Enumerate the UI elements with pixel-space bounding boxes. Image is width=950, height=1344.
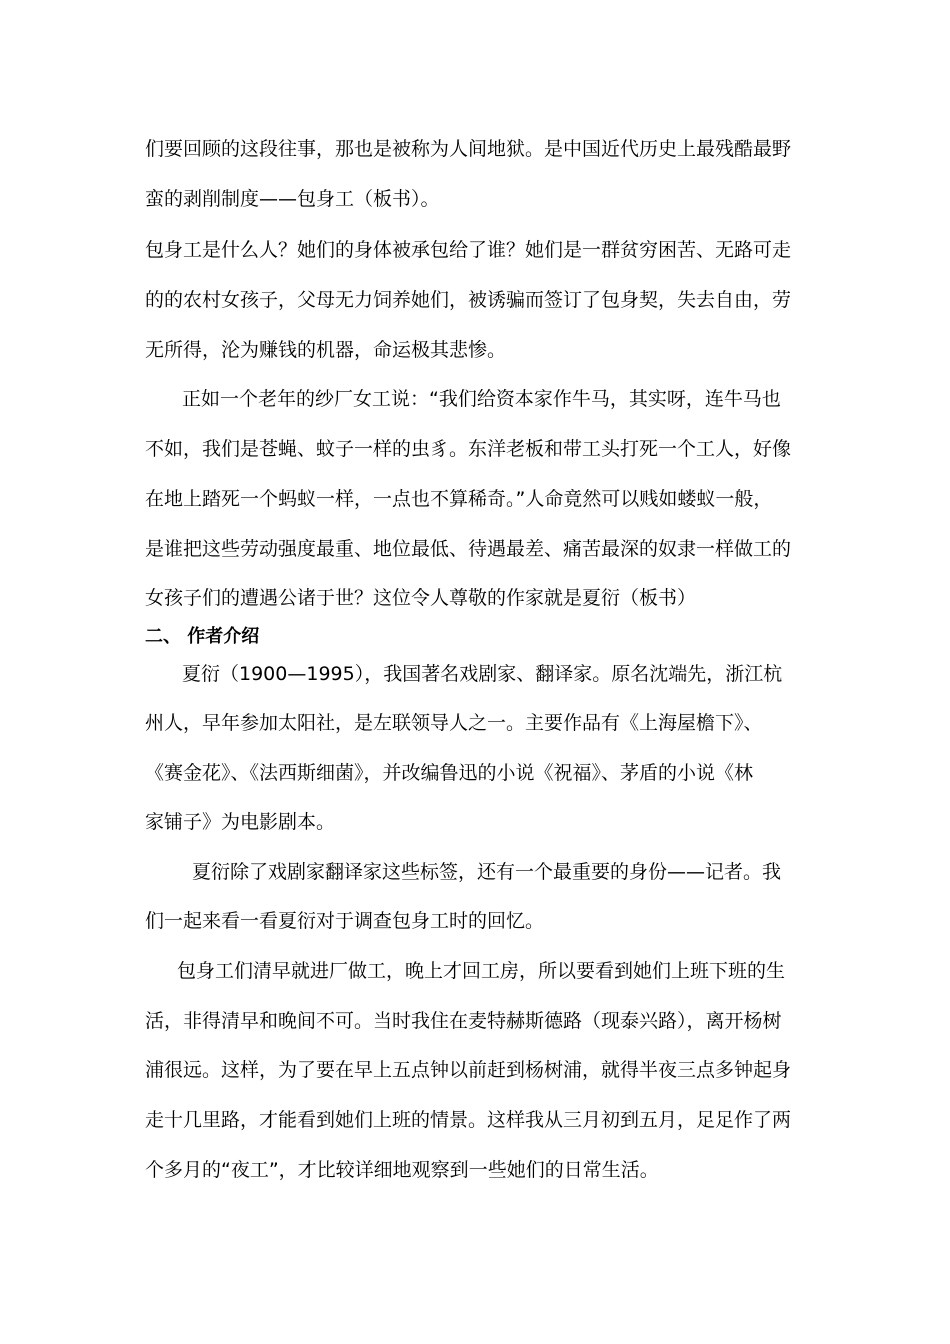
paragraph-line: 们一起来看一看夏衍对于调查包身工时的回忆。 <box>145 910 545 932</box>
paragraph-line: 浦很远。这样，为了要在早上五点钟以前赶到杨树浦，就得半夜三点多钟起身 <box>145 1059 792 1081</box>
paragraph-line: 走十几里路，才能看到她们上班的情景。这样我从三月初到五月，足足作了两 <box>145 1109 792 1131</box>
paragraph-line: 个多月的“夜工”，才比较详细地观察到一些她们的日常生活。 <box>145 1159 659 1181</box>
paragraph-line: 是谁把这些劳动强度最重、地位最低、待遇最差、痛苦最深的奴隶一样做工的 <box>145 538 792 560</box>
paragraph-line: 女孩子们的遭遇公诸于世？这位令人尊敬的作家就是夏衍（板书） <box>145 587 697 609</box>
paragraph-line: 无所得，沦为赚钱的机器，命运极其悲惨。 <box>145 339 507 361</box>
paragraph-line: 在地上踏死一个蚂蚁一样，一点也不算稀奇。”人命竟然可以贱如蝼蚁一般， <box>145 488 773 510</box>
paragraph-line: 包身工是什么人？她们的身体被承包给了谁？她们是一群贫穷困苦、无路可走 <box>145 239 792 261</box>
paragraph-line: 活，非得清早和晚间不可。当时我住在麦特赫斯德路（现泰兴路），离开杨树 <box>145 1010 782 1032</box>
paragraph-line: 夏衍除了戏剧家翻译家这些标签，还有一个最重要的身份——记者。我 <box>192 861 782 883</box>
paragraph-line: 蛮的剥削制度——包身工（板书）。 <box>145 188 440 210</box>
paragraph-line: 的的农村女孩子，父母无力饲养她们，被诱骗而签订了包身契，失去自由，劳 <box>145 289 792 311</box>
paragraph-line: 《赛金花》、《法西斯细菌》，并改编鲁迅的小说《祝福》、茅盾的小说《林 <box>145 762 754 784</box>
paragraph-line: 们要回顾的这段往事，那也是被称为人间地狱。是中国近代历史上最残酷最野 <box>145 138 792 160</box>
paragraph-line: 家铺子》为电影剧本。 <box>145 811 336 833</box>
section-heading: 二、 作者介绍 <box>145 626 260 647</box>
paragraph-line: 夏衍（1900—1995），我国著名戏剧家、翻译家。原名沈端先，浙江杭 <box>182 663 783 685</box>
paragraph-line: 正如一个老年的纱厂女工说：“我们给资本家作牛马，其实呀，连牛马也 <box>182 388 781 410</box>
paragraph-line: 州人，早年参加太阳社，是左联领导人之一。主要作品有《上海屋檐下》、 <box>145 712 763 734</box>
paragraph-line: 包身工们清早就进厂做工，晚上才回工房，所以要看到她们上班下班的生 <box>177 960 786 982</box>
paragraph-line: 不如，我们是苍蝇、蚊子一样的虫豸。东洋老板和带工头打死一个工人，好像 <box>145 438 792 460</box>
